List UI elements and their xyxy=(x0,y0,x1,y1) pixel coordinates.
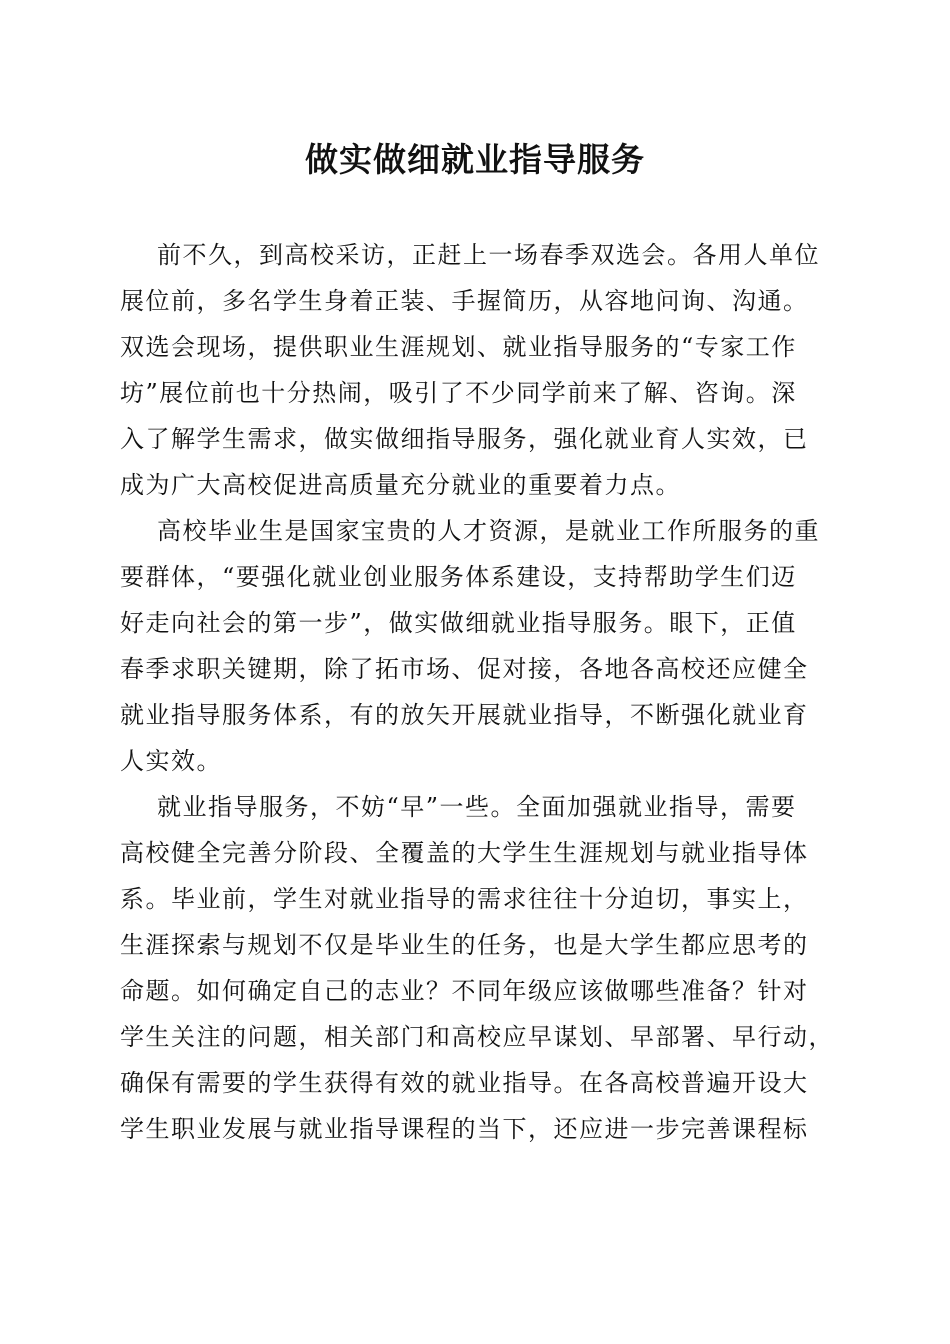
document-title: 做实做细就业指导服务 xyxy=(305,140,645,179)
paragraph-line: 系。毕业前，学生对就业指导的需求往往十分迫切，事实上， xyxy=(120,885,809,913)
paragraph-1 xyxy=(120,232,832,508)
paragraph-2 xyxy=(120,508,832,784)
paragraph-line: 前不久，到高校采访，正赶上一场春季双选会。各用人单位 xyxy=(157,241,820,269)
paragraph-line: 学生职业发展与就业指导课程的当下，还应进一步完善课程标 xyxy=(120,1115,809,1143)
paragraph-line: 成为广大高校促进高质量充分就业的重要着力点。 xyxy=(120,471,681,499)
paragraph-line: 双选会现场，提供职业生涯规划、就业指导服务的“专家工作 xyxy=(120,333,797,361)
paragraph-line: 坊”展位前也十分热闹，吸引了不少同学前来了解、咨询。深 xyxy=(120,379,797,407)
article-body xyxy=(120,232,832,1152)
paragraph-line: 人实效。 xyxy=(120,747,222,775)
paragraph-line: 展位前，多名学生身着正装、手握简历，从容地问询、沟通。 xyxy=(120,287,809,315)
paragraph-line: 就业指导服务，不妨“早”一些。全面加强就业指导，需要 xyxy=(157,793,797,821)
paragraph-3 xyxy=(120,784,832,1152)
paragraph-line: 好走向社会的第一步”，做实做细就业指导服务。眼下，正值 xyxy=(120,609,797,637)
paragraph-line: 高校毕业生是国家宝贵的人才资源，是就业工作所服务的重 xyxy=(157,517,820,545)
paragraph-line: 高校健全完善分阶段、全覆盖的大学生生涯规划与就业指导体 xyxy=(120,839,809,867)
paragraph-line: 确保有需要的学生获得有效的就业指导。在各高校普遍开设大 xyxy=(120,1069,809,1097)
paragraph-line: 生涯探索与规划不仅是毕业生的任务，也是大学生都应思考的 xyxy=(120,931,809,959)
paragraph-line: 就业指导服务体系，有的放矢开展就业指导，不断强化就业育 xyxy=(120,701,809,729)
paragraph-line: 命题。如何确定自己的志业？不同年级应该做哪些准备？针对 xyxy=(120,977,809,1005)
paragraph-line: 学生关注的问题，相关部门和高校应早谋划、早部署、早行动， xyxy=(120,1023,834,1051)
paragraph-line: 入了解学生需求，做实做细指导服务，强化就业育人实效，已 xyxy=(120,425,809,453)
paragraph-line: 春季求职关键期，除了拓市场、促对接，各地各高校还应健全 xyxy=(120,655,809,683)
paragraph-line: 要群体，“要强化就业创业服务体系建设，支持帮助学生们迈 xyxy=(120,563,797,591)
